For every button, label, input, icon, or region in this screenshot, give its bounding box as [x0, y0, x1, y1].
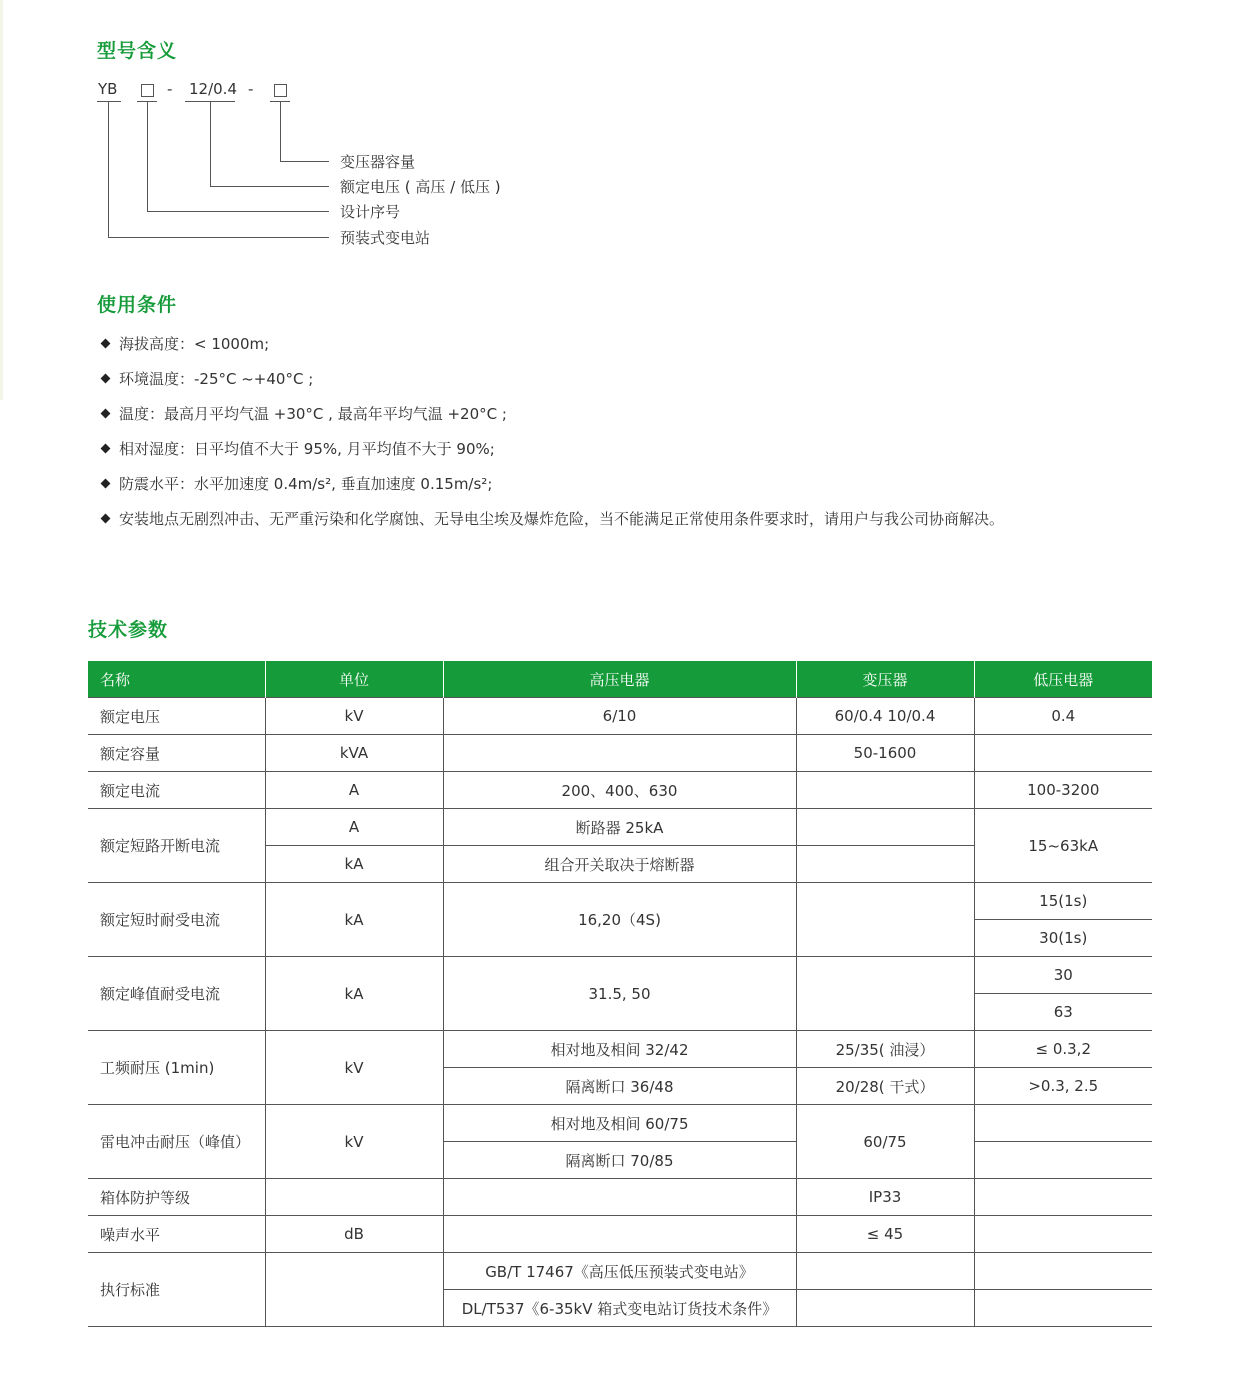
- table-row: 额定短时耐受电流 kA 16,20（4S) 15(1s): [88, 883, 1152, 920]
- table-row: 箱体防护等级 IP33: [88, 1179, 1152, 1216]
- table-row: kA 组合开关取决于熔断器: [88, 846, 1152, 883]
- condition-item: 安装地点无剧烈冲击、无严重污染和化学腐蚀、无导电尘埃及爆炸危险，当不能满足正常使用条件要求时，请用户与我公司协商解决。: [100, 508, 1004, 543]
- table-row: 额定峰值耐受电流 kA 31.5, 50 30: [88, 957, 1152, 994]
- meaning-design: 设计序号: [340, 203, 401, 221]
- diamond-bullet-icon: [101, 444, 111, 454]
- table-row: DL/T537《6-35kV 箱式变电站订货技术条件》: [88, 1290, 1152, 1327]
- table-row: 63: [88, 994, 1152, 1031]
- spec-table: [88, 661, 1152, 1327]
- diamond-bullet-icon: [101, 339, 111, 349]
- connector-substation-h: [108, 237, 329, 238]
- table-row: 额定容量 kVA 50-1600: [88, 735, 1152, 772]
- condition-item: 温度：最高月平均气温 +30°C , 最高年平均气温 +20°C ;: [100, 403, 1004, 438]
- header-transformer: 变压器: [796, 661, 974, 698]
- underline-yb: [97, 101, 121, 102]
- connector-design-h: [147, 211, 329, 212]
- meaning-voltage: 额定电压 ( 高压 / 低压 ): [340, 178, 501, 196]
- table-row: 30(1s): [88, 920, 1152, 957]
- header-name: 名称: [88, 661, 265, 698]
- meaning-substation: 预装式变电站: [340, 229, 431, 247]
- diamond-bullet-icon: [101, 514, 111, 524]
- table-row: 额定短路开断电流 A 断路器 25kA 15~63kA: [88, 809, 1152, 846]
- conditions-list: [100, 333, 1004, 543]
- connector-substation-v: [108, 101, 109, 237]
- header-lv: 低压电器: [974, 661, 1152, 698]
- diamond-bullet-icon: [101, 479, 111, 489]
- table-row: 隔离断口 70/85: [88, 1142, 1152, 1179]
- table-row: 额定电流 A 200、400、630 100-3200: [88, 772, 1152, 809]
- model-code-dash: -: [167, 80, 173, 98]
- condition-item: 防震水平：水平加速度 0.4m/s², 垂直加速度 0.15m/s²;: [100, 473, 1004, 508]
- params-title: 技术参数: [88, 619, 169, 641]
- header-unit: 单位: [265, 661, 443, 698]
- table-row: 隔离断口 36/48 20/28( 干式） >0.3, 2.5: [88, 1068, 1152, 1105]
- diamond-bullet-icon: [101, 409, 111, 419]
- model-code-box-design: [141, 84, 154, 97]
- model-code-rating: 12/0.4: [189, 80, 237, 98]
- model-meaning-title: 型号含义: [97, 40, 178, 62]
- table-row: 雷电冲击耐压（峰值） kV 相对地及相间 60/75 60/75: [88, 1105, 1152, 1142]
- connector-voltage-h: [210, 186, 329, 187]
- model-code-box-capacity: [274, 84, 287, 97]
- table-header-row: [88, 661, 1152, 698]
- conditions-title: 使用条件: [97, 294, 178, 316]
- header-hv: 高压电器: [443, 661, 796, 698]
- condition-item: 海拔高度：< 1000m;: [100, 333, 1004, 368]
- table-row: 额定电压 kV 6/10 60/0.4 10/0.4 0.4: [88, 698, 1152, 735]
- condition-item: 相对湿度：日平均值不大于 95%, 月平均值不大于 90%;: [100, 438, 1004, 473]
- page-edge-strip: [0, 0, 3, 400]
- table-row: 噪声水平 dB ≤ 45: [88, 1216, 1152, 1253]
- table-row: 执行标准 GB/T 17467《高压低压预装式变电站》: [88, 1253, 1152, 1290]
- model-code-dash: -: [248, 80, 254, 98]
- connector-voltage-v: [210, 101, 211, 186]
- condition-item: 环境温度：-25°C ~+40°C ;: [100, 368, 1004, 403]
- meaning-capacity: 变压器容量: [340, 153, 416, 171]
- model-code-yb: YB: [98, 80, 118, 98]
- table-row: 工频耐压 (1min) kV 相对地及相间 32/42 25/35( 油浸） ≤ 0.3,2: [88, 1031, 1152, 1068]
- connector-design-v: [147, 101, 148, 211]
- diamond-bullet-icon: [101, 374, 111, 384]
- connector-capacity-v: [280, 101, 281, 161]
- connector-capacity-h: [280, 161, 329, 162]
